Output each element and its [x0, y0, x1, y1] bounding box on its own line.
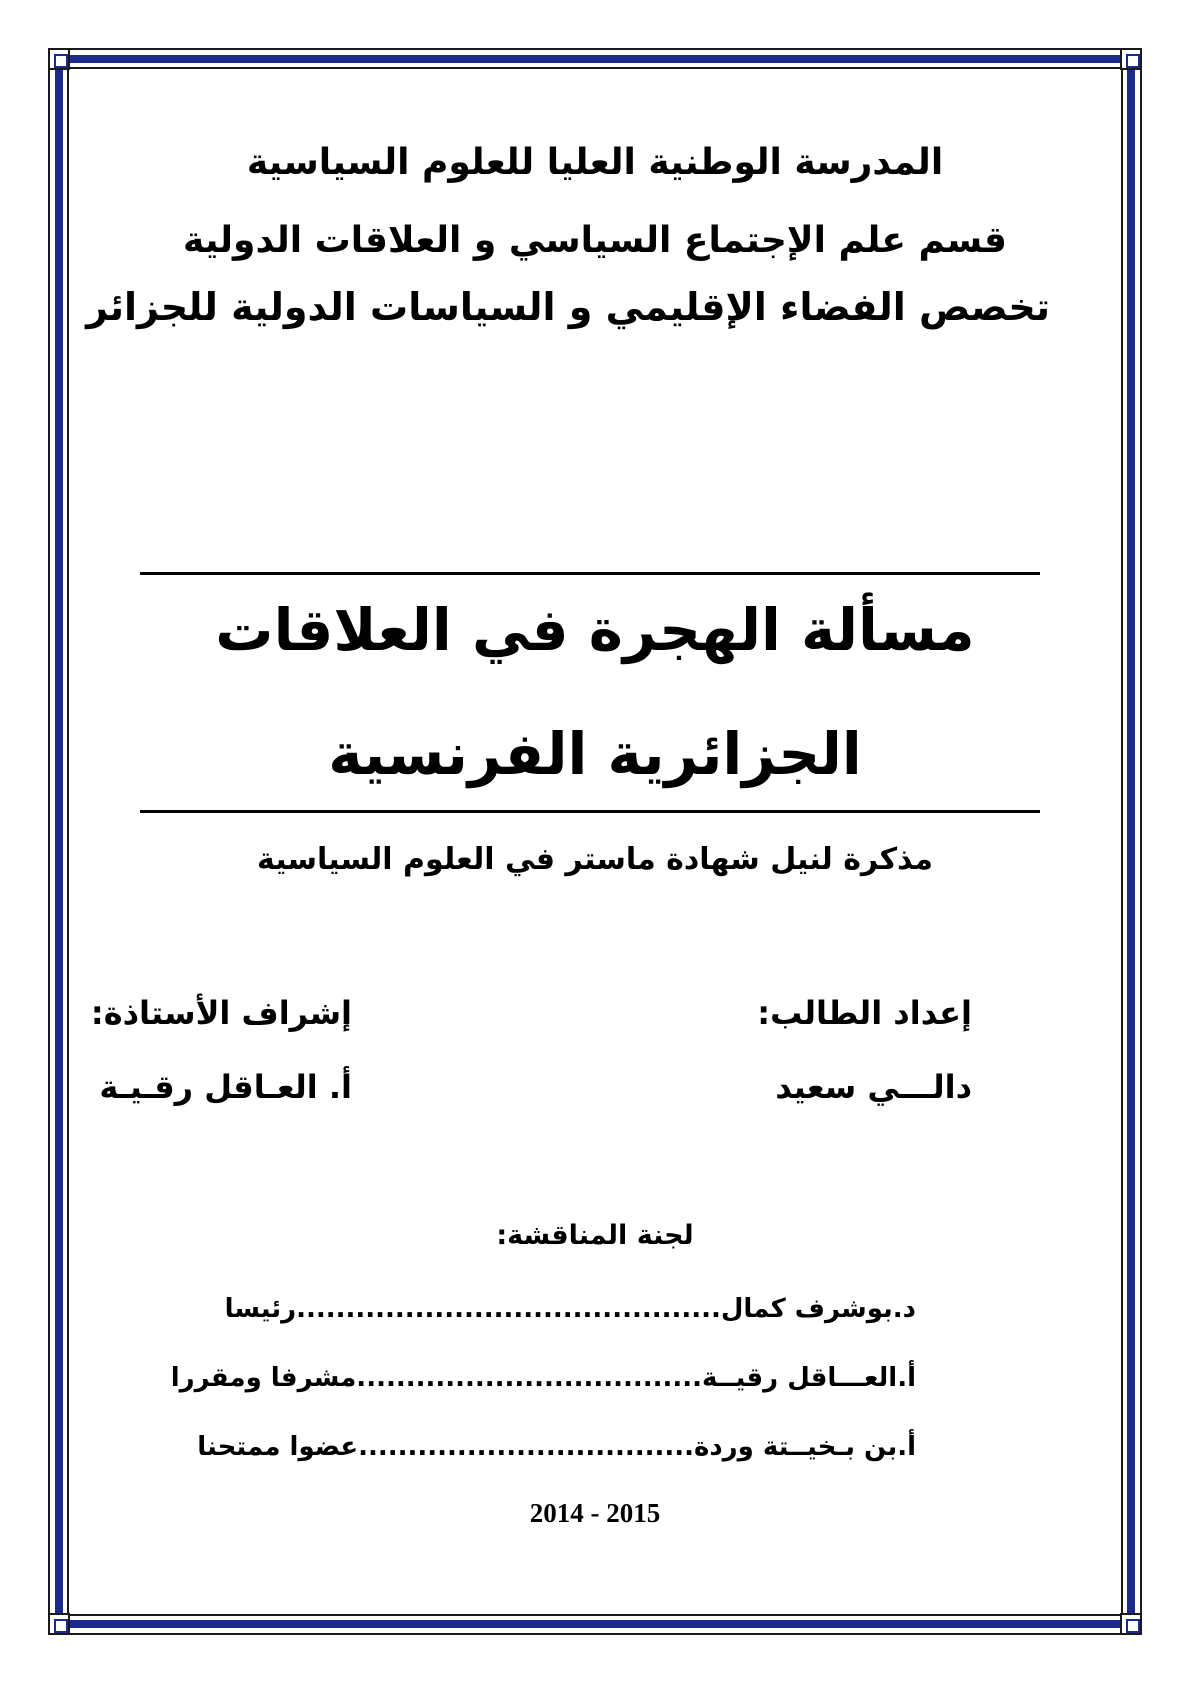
school-name: المدرسة الوطنية العليا للعلوم السياسية	[246, 142, 944, 183]
corner-ornament-top-left	[48, 48, 70, 70]
supervisor-name: أ. العـاقل رقـيـة	[99, 1068, 352, 1106]
academic-years: 2015 - 2014	[529, 1498, 661, 1528]
corner-ornament-bottom-right	[1120, 1613, 1142, 1635]
committee-member-2: أ.العـــاقل رقيــة...................................مشرفا ومقررا	[170, 1363, 916, 1393]
committee-member-3: أ.بن بـخيــتة وردة..................................عضوا ممتحنا	[197, 1432, 916, 1462]
thesis-subtitle: مذكرة لنيل شهادة ماستر في العلوم السياسية	[257, 842, 933, 877]
corner-ornament-top-right	[1120, 48, 1142, 70]
committee-member-1: د.بوشرف كمال...........................................رئيسا	[224, 1294, 916, 1324]
specialty-name: تخصص الفضاء الإقليمي و السياسات الدولية للجزائر	[86, 285, 1050, 329]
title-rule-bottom	[140, 810, 1040, 813]
student-label: إعداد الطالب:	[757, 994, 972, 1032]
thesis-title-line-2: الجزائرية الفرنسية	[328, 720, 862, 788]
title-rule-top	[140, 572, 1040, 575]
department-name: قسم علم الإجتماع السياسي و العلاقات الدولية	[183, 220, 1007, 261]
student-name: دالـــي سعيد	[775, 1068, 972, 1106]
supervisor-label: إشراف الأستاذة:	[90, 994, 352, 1032]
corner-ornament-bottom-left	[48, 1613, 70, 1635]
thesis-title-line-1: مسألة الهجرة في العلاقات	[215, 596, 975, 664]
committee-title: لجنة المناقشة:	[496, 1220, 694, 1251]
